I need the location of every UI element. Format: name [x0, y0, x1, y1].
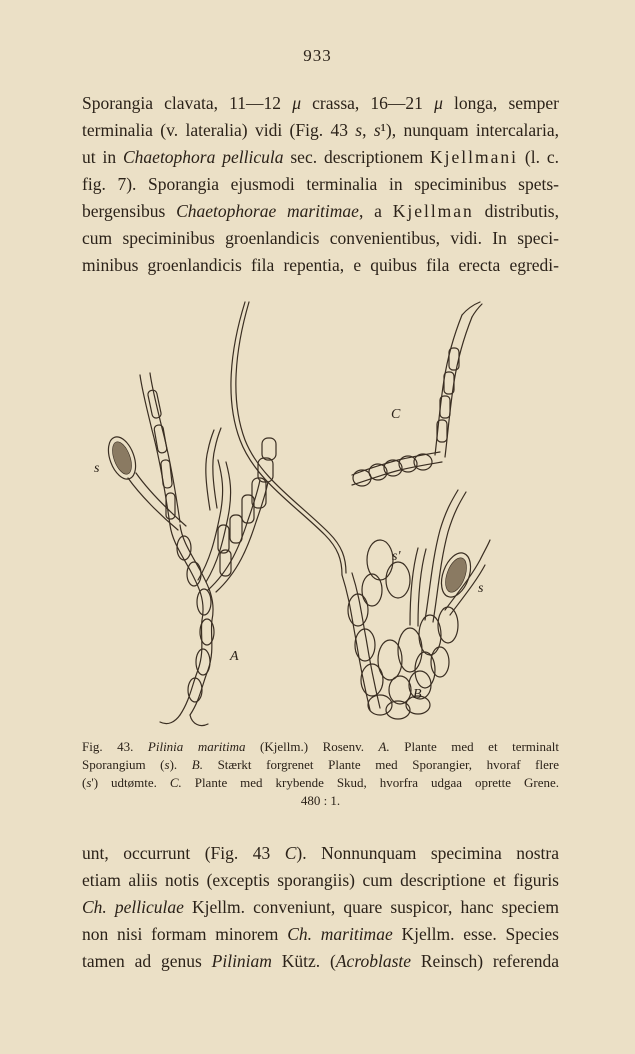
paragraph-top: [82, 90, 559, 279]
text-line: non nisi formam minorem Ch. maritimae Kjellm. esse. Species: [82, 924, 559, 944]
plant-b-cell: [438, 607, 458, 643]
paragraph-bottom: [82, 840, 559, 975]
text-line: Ch. pelliculae Kjellm. conveniunt, quare suspicor, hanc speciem: [82, 897, 559, 917]
caption-scale: 480 : 1.: [300, 793, 341, 808]
plant-a-cell: [262, 438, 276, 460]
plant-a-cell: [197, 589, 211, 615]
caption-line: Sporangium (s). B. Stærkt forgrenet Plante med Sporangier, hvoraf flere: [82, 757, 559, 772]
plant-a-cell: [188, 678, 202, 702]
figure-caption: [82, 738, 559, 810]
plant-c-hair: [462, 302, 482, 317]
plant-a-cell: [187, 562, 201, 586]
text-line: cum speciminibus groenlandicis convenientibus, vidi. In speci-: [82, 228, 559, 248]
plant-c-erect-branch: [445, 317, 472, 457]
plant-a-branch: [198, 460, 223, 580]
plant-a-branch: [128, 478, 178, 530]
caption-line: Fig. 43. Pilinia maritima (Kjellm.) Rosenv. A. Plante med et terminalt: [82, 739, 560, 754]
plant-a-base: [160, 715, 208, 726]
plant-a-axis: [180, 525, 213, 715]
sporangium-a-contents: [109, 439, 136, 476]
text-line: etiam aliis notis (exceptis sporangiis) cum descriptione et figuris: [82, 870, 559, 890]
plant-c-erect-branch: [435, 315, 462, 455]
label-s-right: s: [478, 581, 484, 596]
text-line: terminalia (v. lateralia) vidi (Fig. 43 s, s¹), nunquam intercalaria,: [82, 120, 559, 140]
caption-line: (s') udtømte. C. Plante med krybende Skud, hvorfra udgaa oprette Grene.: [82, 775, 560, 790]
page-number: 933: [303, 46, 332, 65]
label-s-left: s: [94, 461, 100, 476]
text-line: ut in Chaetophora pellicula sec. descriptionem Kjellmani (l. c.: [82, 147, 559, 167]
plant-b-branch: [418, 549, 426, 626]
label-b: B: [413, 687, 422, 702]
plant-b-cell: [398, 628, 422, 672]
plant-a-axis: [170, 525, 203, 715]
label-s-prime: s': [392, 549, 401, 564]
label-a: A: [230, 649, 239, 664]
plant-a-branch: [136, 473, 186, 526]
text-line: tamen ad genus Piliniam Kütz. (Acroblaste Reinsch) referenda: [82, 951, 559, 971]
plant-b-branch: [425, 490, 458, 620]
sporangium-b-empty: [386, 562, 410, 598]
plant-b-branch: [433, 492, 466, 622]
plant-a-cell: [230, 515, 242, 543]
sporangium-b-contents: [441, 555, 470, 595]
text-line: Sporangia clavata, 11—12 μ crassa, 16—21 μ longa, semper: [82, 93, 559, 113]
plant-c-creeping-shoot: [352, 462, 442, 485]
text-line: bergensibus Chaetophorae maritimae, a Kjellman distributis,: [82, 201, 559, 221]
text-line: minibus groenlandicis fila repentia, e quibus fila erecta egredi-: [82, 255, 559, 275]
plant-c-cell: [353, 470, 371, 486]
label-c: C: [391, 407, 401, 422]
figure-43-illustration: [80, 290, 560, 735]
plant-b-branch: [410, 548, 418, 625]
plant-a-cell: [196, 649, 210, 675]
text-line: fig. 7). Sporangia ejusmodi terminalia in speciminibus spets-: [82, 174, 559, 194]
plant-b-axis: [342, 575, 370, 710]
plant-a-cell: [154, 424, 168, 453]
sporangium-b-empty: [362, 574, 382, 606]
hair-filament: [231, 302, 342, 575]
text-line: unt, occurrunt (Fig. 43 C). Nonnunquam specimina nostra: [82, 843, 559, 863]
